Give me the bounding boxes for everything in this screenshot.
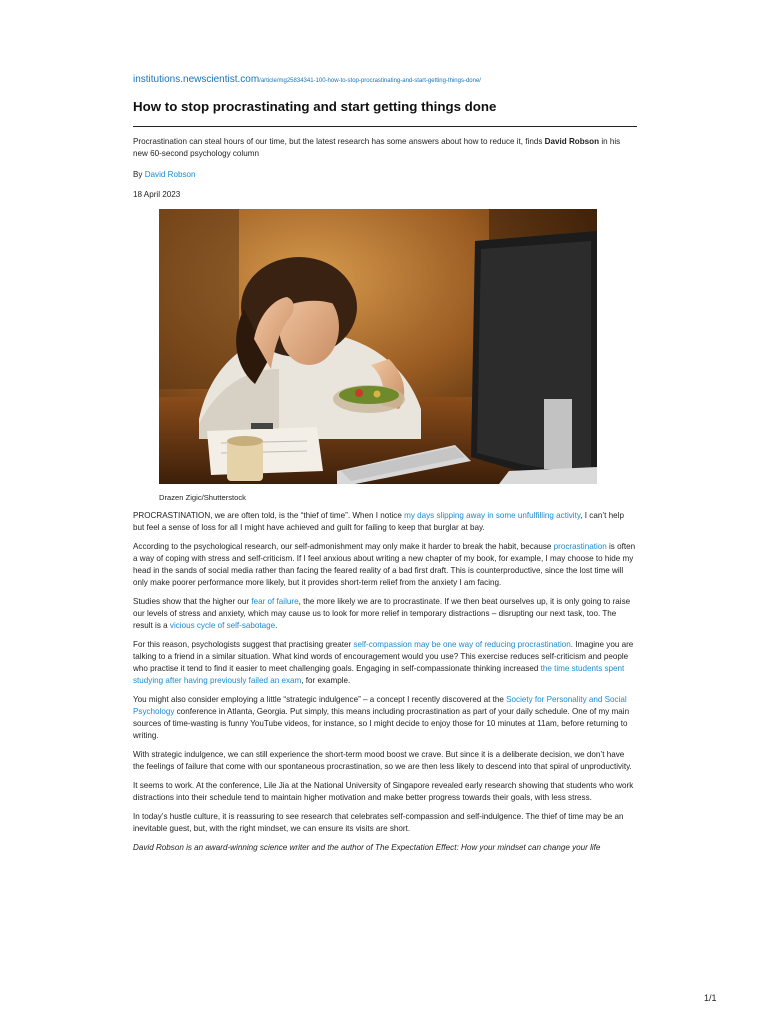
- link-vicious-cycle[interactable]: vicious cycle of self-sabotage: [169, 621, 276, 630]
- paragraph-7: It seems to work. At the conference, Lile Jia at the National University of Singapore revealed early research showing that students who work distractions into their schedule tend to maintain higher motivation and make better progress towards their goals, with less stress.: [133, 781, 634, 802]
- source-url[interactable]: [133, 71, 637, 85]
- image-caption: Drazen Zigic/Shutterstock: [159, 493, 246, 502]
- article-title: How to stop procrastinating and start getting things done: [133, 99, 497, 114]
- source-host[interactable]: institutions.newscientist.com: [133, 74, 260, 85]
- link-self-compassion[interactable]: self-compassion may be one way of reducing procrastination: [353, 640, 571, 649]
- link-days-slipping[interactable]: my days slipping away in some unfulfilling activity: [404, 511, 581, 520]
- link-spsp-conference[interactable]: Society for Personality and Social Psychology: [133, 695, 627, 716]
- title-divider: [133, 126, 637, 127]
- publish-date: 18 April 2023: [133, 190, 181, 199]
- author-link[interactable]: David Robson: [144, 170, 196, 179]
- paragraph-4: For this reason, psychologists suggest that practising greater self-compassion may be one way of reducing procrastination. Imagine you are talking to a friend in a similar situation. What kind words of encouragement would you use? This exercise reduces self-criticism and people who practise it tend to find it easier to meet challenging goals. Engaging in self-compassionate thinking increased the time students spent studying after having previously failed an exam, for example.: [133, 640, 634, 685]
- source-path[interactable]: /article/mg25834341-100-how-to-stop-procrastinating-and-start-getting-things-done/: [259, 78, 481, 84]
- byline: By David Robson: [133, 170, 196, 179]
- paragraph-8: In today’s hustle culture, it is reassuring to see research that celebrates self-compassion and self-indulgence. The thief of time may be an inevitable guest, but, with the right mindset, we can ensure its visits are short.: [133, 812, 624, 833]
- article-body: [133, 510, 637, 854]
- paragraph-3: Studies show that the higher our fear of failure, the more likely we are to procrastinate. If we then beat ourselves up, it is only going to raise our levels of stress and anxiety, which may cause us to look for more relief in temporary distractions – disrupting our next task, too. The result is a vicious cycle of self-sabotage.: [133, 597, 631, 630]
- link-procrastination[interactable]: procrastination: [553, 542, 607, 551]
- link-students-studying[interactable]: the time students spent studying after having previously failed an exam: [133, 664, 625, 685]
- hero-image: [159, 209, 597, 484]
- paragraph-5: You might also consider employing a little “strategic indulgence” – a concept I recently discovered at the Society for Personality and Social Psychology conference in Atlanta, Georgia. Put simply, this means including procrastination as part of your daily schedule. One of my main sources of time-wasting is funny YouTube videos, for instance, so I might decide to enjoy those for 10 minutes at 11am, before returning to writing.: [133, 695, 630, 740]
- author-bio: David Robson is an award-winning science writer and the author of The Expectation Effect: How your mindset can change your life: [133, 843, 601, 852]
- paragraph-1: PROCRASTINATION, we are often told, is the “thief of time”. When I notice my days slipping away in some unfulfilling activity, I can’t help but feel a sense of loss for all I might have achieved and guilt for failing to keep that burglar at bay.: [133, 511, 624, 532]
- lede-author: David Robson: [544, 137, 600, 146]
- link-fear-of-failure[interactable]: fear of failure: [251, 597, 299, 606]
- paragraph-6: With strategic indulgence, we can still experience the short-term mood boost we crave. But since it is a deliberate decision, we don’t have the feelings of failure that come with our spontaneous procrastination, so we are then less likely to descend into that spiral of unproductivity.: [133, 750, 632, 771]
- article-page: [133, 68, 637, 854]
- article-lede: Procrastination can steal hours of our time, but the latest research has some answers about how to reduce it, finds David Robson in his new 60-second psychology column: [133, 137, 621, 158]
- hero-photo: [159, 209, 597, 484]
- page-indicator: 1/1: [704, 993, 717, 1003]
- paragraph-2: According to the psychological research, our self-admonishment may only make it harder to break the habit, because procrastination is often a way of coping with stress and self-criticism. If I feel anxious about writing a new chapter of my book, for example, I may choose to hide my head in the sands of social media rather than facing the feared reality of a bad first draft. This is counterproductive, since the lost time will only make poorer performance more likely, but it provides short-term relief from the anxiety I am facing.: [133, 542, 636, 587]
